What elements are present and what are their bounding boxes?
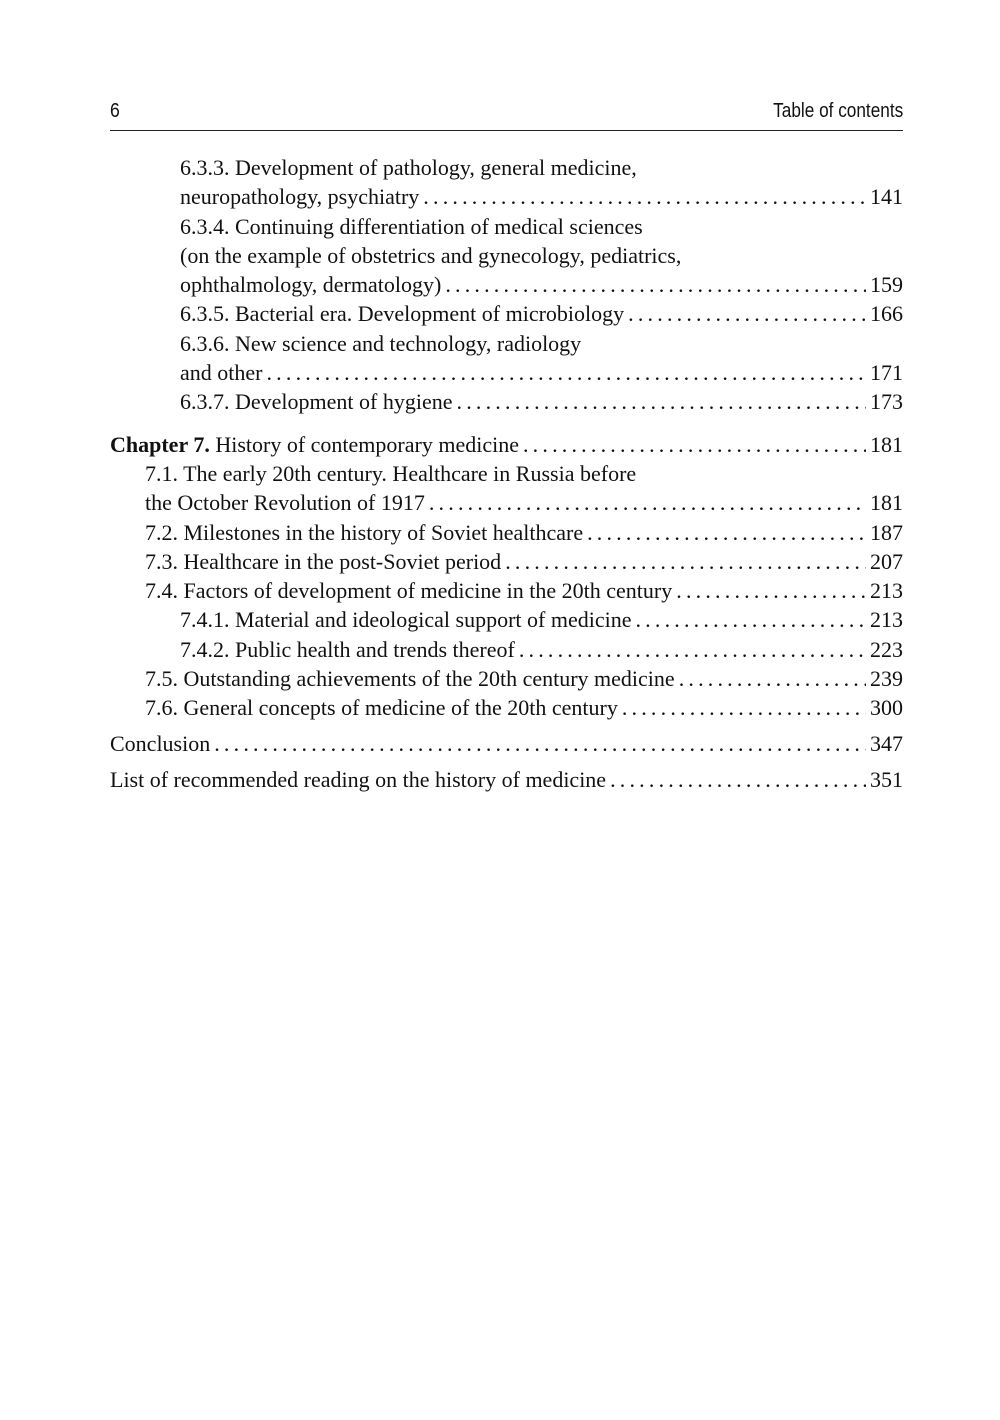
toc-entry-title: 7.4.1. Material and ideological support of medicine [180, 607, 632, 633]
toc-entry-6-3-6-line1: 6.3.6. New science and technology, radiology [180, 330, 582, 356]
toc-entry-title: ophthalmology, dermatology) [180, 272, 442, 298]
dot-leader [429, 488, 866, 517]
toc-entry-title: and other [180, 360, 263, 386]
toc-page-number: 239 [870, 666, 903, 692]
dot-leader [505, 547, 866, 576]
toc-entry-title: 7.6. General concepts of medicine of the 20th century [145, 695, 618, 721]
dot-leader [676, 576, 866, 605]
toc-entry-7-3[interactable] [110, 547, 903, 576]
toc-entry-title [110, 430, 519, 459]
toc-entry-title: List of recommended reading on the history of medicine [110, 766, 607, 792]
toc-entry-6-3-6[interactable] [110, 358, 903, 387]
toc-entry-6-3-7[interactable] [110, 387, 903, 416]
dot-leader [266, 358, 866, 387]
toc-page-number: 347 [870, 730, 903, 756]
dot-leader [445, 270, 866, 299]
toc-page-number: 300 [870, 695, 903, 721]
toc-entry-6-3-5[interactable] [110, 299, 903, 328]
toc-entry-7-4[interactable] [110, 576, 903, 605]
page-header [110, 98, 903, 131]
toc-page-number: 223 [870, 636, 903, 662]
toc-entry-7-5[interactable] [110, 664, 903, 693]
dot-leader [610, 765, 866, 794]
toc-page-number: 181 [870, 431, 903, 457]
toc-page-number: 351 [870, 766, 903, 792]
dot-leader [622, 693, 866, 722]
toc-entry-title: 6.3.7. Development of hygiene [180, 389, 453, 415]
toc-entry-title: 7.3. Healthcare in the post-Soviet period [145, 548, 502, 574]
chapter-title: History of contemporary medicine [215, 431, 519, 457]
toc-entry-title: the October Revolution of 1917 [145, 490, 425, 516]
toc-entry-title: 7.5. Outstanding achievements of the 20th century medicine [145, 666, 675, 692]
toc-page-number: 213 [870, 578, 903, 604]
toc-entry-6-3-4-line2: (on the example of obstetrics and gynecology, pediatrics, [180, 242, 682, 268]
toc-entry-7-2[interactable] [110, 518, 903, 547]
page-number: 6 [110, 100, 120, 122]
dot-leader [457, 387, 867, 416]
toc-entry-7-1-line1: 7.1. The early 20th century. Healthcare in Russia before [145, 460, 637, 486]
toc-entry-title: 7.4.2. Public health and trends thereof [180, 636, 515, 662]
toc-page-number: 159 [870, 272, 903, 298]
toc-recommended-reading[interactable] [110, 765, 903, 794]
dot-leader [519, 635, 866, 664]
toc-page-number: 213 [870, 607, 903, 633]
toc-entry-6-3-4[interactable] [110, 270, 903, 299]
toc-page-number: 181 [870, 490, 903, 516]
chapter-label: Chapter 7. [110, 431, 210, 457]
dot-leader [628, 299, 866, 328]
toc-entry-title: neuropathology, psychiatry [180, 184, 420, 210]
toc-chapter-7[interactable] [110, 430, 903, 459]
toc-page-number: 171 [870, 360, 903, 386]
toc-entry-6-3-4-line1: 6.3.4. Continuing differentiation of medical sciences [180, 213, 643, 239]
toc-page-number: 187 [870, 519, 903, 545]
toc-page-number: 166 [870, 301, 903, 327]
toc-page-number: 207 [870, 548, 903, 574]
dot-leader [523, 430, 866, 459]
running-title: Table of contents [772, 100, 903, 122]
toc-entry-title: 7.4. Factors of development of medicine in the 20th century [145, 578, 673, 604]
dot-leader [423, 182, 866, 211]
toc-entry-title: 7.2. Milestones in the history of Soviet healthcare [145, 519, 584, 545]
toc-entry-7-4-1[interactable] [110, 605, 903, 634]
toc-entry-7-4-2[interactable] [110, 635, 903, 664]
toc-entry-title: 6.3.5. Bacterial era. Development of microbiology [180, 301, 625, 327]
toc-conclusion[interactable] [110, 729, 903, 758]
toc-entry-7-6[interactable] [110, 693, 903, 722]
toc-entry-7-1[interactable] [110, 488, 903, 517]
dot-leader [587, 518, 866, 547]
dot-leader [635, 605, 866, 634]
toc-entry-6-3-3-line1: 6.3.3. Development of pathology, general medicine, [180, 155, 637, 180]
toc-entry-6-3-3[interactable] [110, 182, 903, 211]
toc-entry-title: Conclusion [110, 730, 211, 756]
toc-page-number: 141 [870, 184, 903, 210]
table-of-contents [110, 153, 903, 794]
dot-leader [679, 664, 866, 693]
dot-leader [214, 729, 866, 758]
toc-page-number: 173 [870, 389, 903, 415]
